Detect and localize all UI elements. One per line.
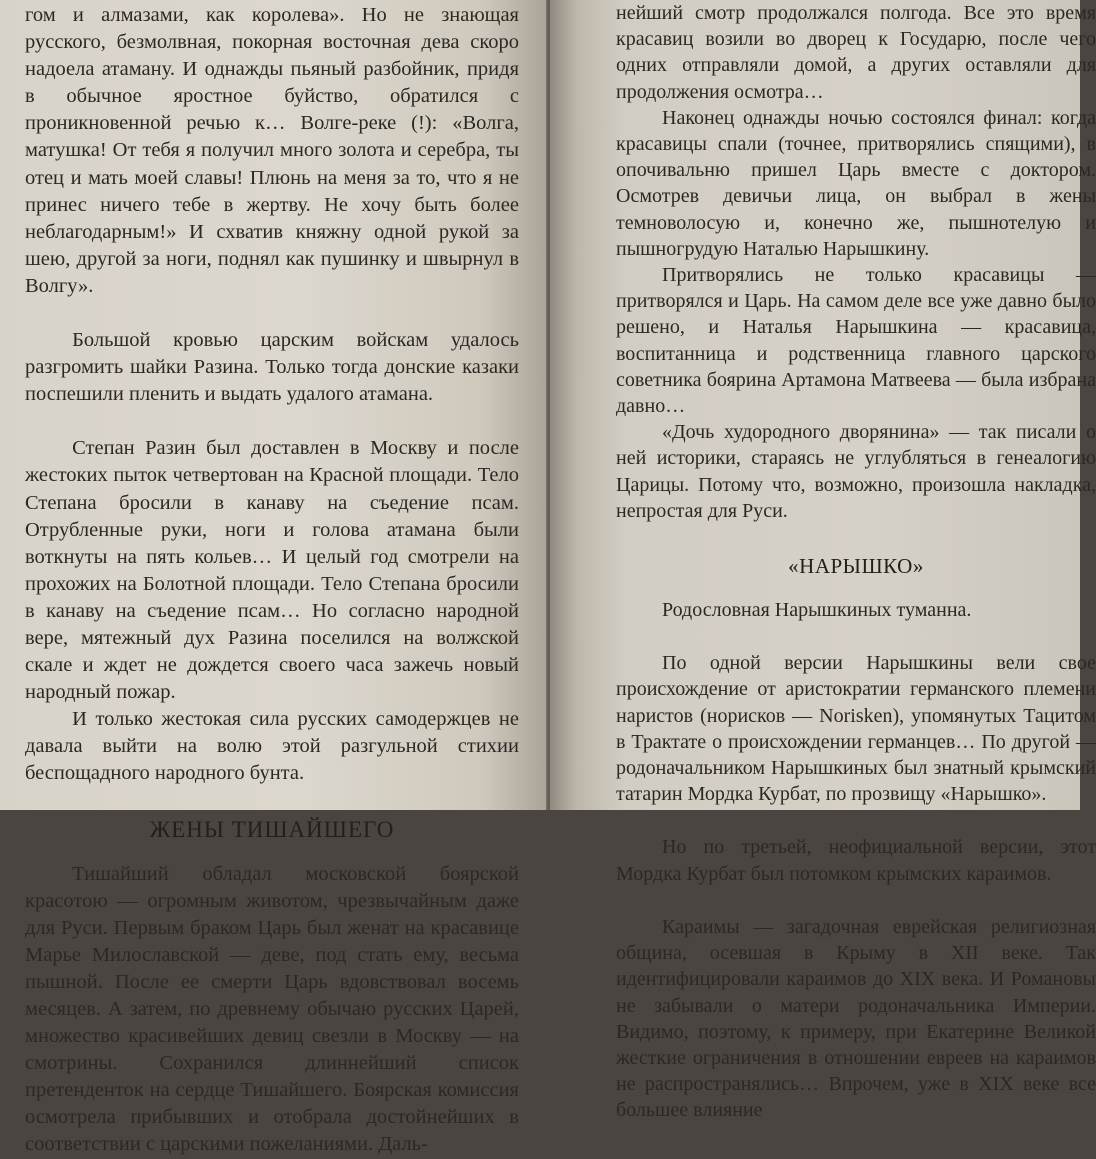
section-heading: «НАРЫШКО» — [788, 554, 924, 579]
right-page-text — [616, 0, 1096, 1124]
paragraph-gap — [616, 887, 1096, 914]
paragraph: И только жестокая сила русских самодержцев не давала выйти на волю этой разгульной стихии беспощадного народного бунта. — [25, 708, 519, 785]
paragraph-gap — [25, 788, 519, 815]
left-page-text — [25, 2, 519, 1159]
paragraph: Караимы — загадочная еврейская религиозная община, осевшая в Крыму в XII веке. Так идентифицировали караимов до XIX века. И Романовы не забывали о матери родоначальника Империи. Видимо, поэтому, к примеру, при Екатерине Великой жесткие ограничения в отношении евреев на караимов не распространялись… Впрочем, уже в XIX веке все большее влияние — [616, 915, 1096, 1122]
paragraph: Большой кровью царским войскам удалось разгромить шайки Разина. Только тогда донские казаки поспешили пленить и выдать удалого атамана. — [25, 329, 519, 406]
right-page — [550, 0, 1096, 1122]
paragraph: Притворялись не только красавицы — притворялся и Царь. На самом деле все уже давно было решено, и Наталья Нарышкина — красавица, воспитанница и родственница главного царского советника боярина Артамона Матвеева — была избрана давно… — [616, 264, 1096, 418]
paragraph-gap — [25, 408, 519, 435]
paragraph: гом и алмазами, как королева». Но не знающая русского, безмолвная, покорная восточная дева скоро надоела атаману. И однажды пьяный разбойник, придя в обычное яростное буйство, обратился с проникновенной речью к… Волге-реке (!): «Волга, матушка! От тебя я получил много золота и серебра, ты отец и мать моей славы! Плюнь на меня за то, что я не принес ничего тебе в жертву. Не хочу быть более неблагодарным!» И схватив княжну одной рукой за шею, другой за ноги, поднял как пушинку и швырнул в Волгу». — [25, 4, 519, 297]
paragraph: нейший смотр продолжался полгода. Все это время красавиц возили во дворец к Государю, после чего одних отправляли домой, а других оставляли для продолжения осмотра… — [616, 2, 1096, 103]
paragraph-gap — [25, 300, 519, 327]
paragraph: «Дочь худородного дворянина» — так писали о ней историки, стараясь не углубляться в генеалогию Царицы. Потому что, возможно, произошла накладка, непростая для Руси. — [616, 421, 1096, 522]
paragraph: Тишайший обладал московской боярской красотою — огромным животом, чрезвычайным даже для Руси. Первым браком Царь был женат на красавице Марье Милославской — деве, под стать ему, весьма пышной. После ее смерти Царь вдовствовал восемь месяцев. А затем, по древнему обычаю русских Царей, множество красивейших девиц свезли в Москву — на смотрины. Сохранился длиннейший список претенденток на сердце Тишайшего. Боярская комиссия осмотрела прибывших и отобрала достойнейших в соответствии с царскими пожеланиями. Даль- — [25, 862, 519, 1156]
paragraph: Родословная Нарышкиных туманна. — [662, 599, 972, 622]
paragraph-gap — [616, 807, 1096, 834]
heading-gap — [25, 845, 519, 861]
paragraph: Степан Разин был доставлен в Москву и после жестоких пыток четвертован на Красной площади. Тело Степана бросили в канаву на съедение псам. Отрубленные руки, ноги и голова атамана были воткнуты на пять кольев… И целый год смотрели на прохожих на Болотной площади. Тело Степана бросили в канаву на съедение псам… Но согласно народной вере, мятежный дух Разина поселился на волжской скале и ждет не дождется своего часа зажечь новый народный пожар. — [25, 437, 519, 704]
paragraph: По одной версии Нарышкины вели свое происхождение от аристократии германского племени наристов (норисков — Norisken), упомянутых Тацитом в Трактате о происхождении германцев… По другой — родоначальником Нарышкиных был знатный крымский татарин Мордка Курбат, по прозвищу «Нарышко». — [616, 652, 1096, 806]
paragraph: Наконец однажды ночью состоялся финал: когда красавицы спали (точнее, притворялись спящими), в опочивальню пришел Царь вместе с доктором. Осмотрев девичьи лица, он выбрал в жены темноволосую и, конечно же, пышнотелую и пышногрудую Наталью Нарышкину. — [616, 106, 1096, 260]
heading-gap — [616, 581, 1096, 597]
paragraph-gap — [616, 623, 1096, 650]
section-heading: ЖЕНЫ ТИШАЙШЕГО — [149, 816, 395, 842]
paragraph: Но по третьей, неофициальной версии, этот Мордка Курбат был потомком крымских караимов. — [616, 836, 1096, 885]
paragraph-gap — [616, 524, 1096, 551]
left-page — [0, 0, 548, 1156]
